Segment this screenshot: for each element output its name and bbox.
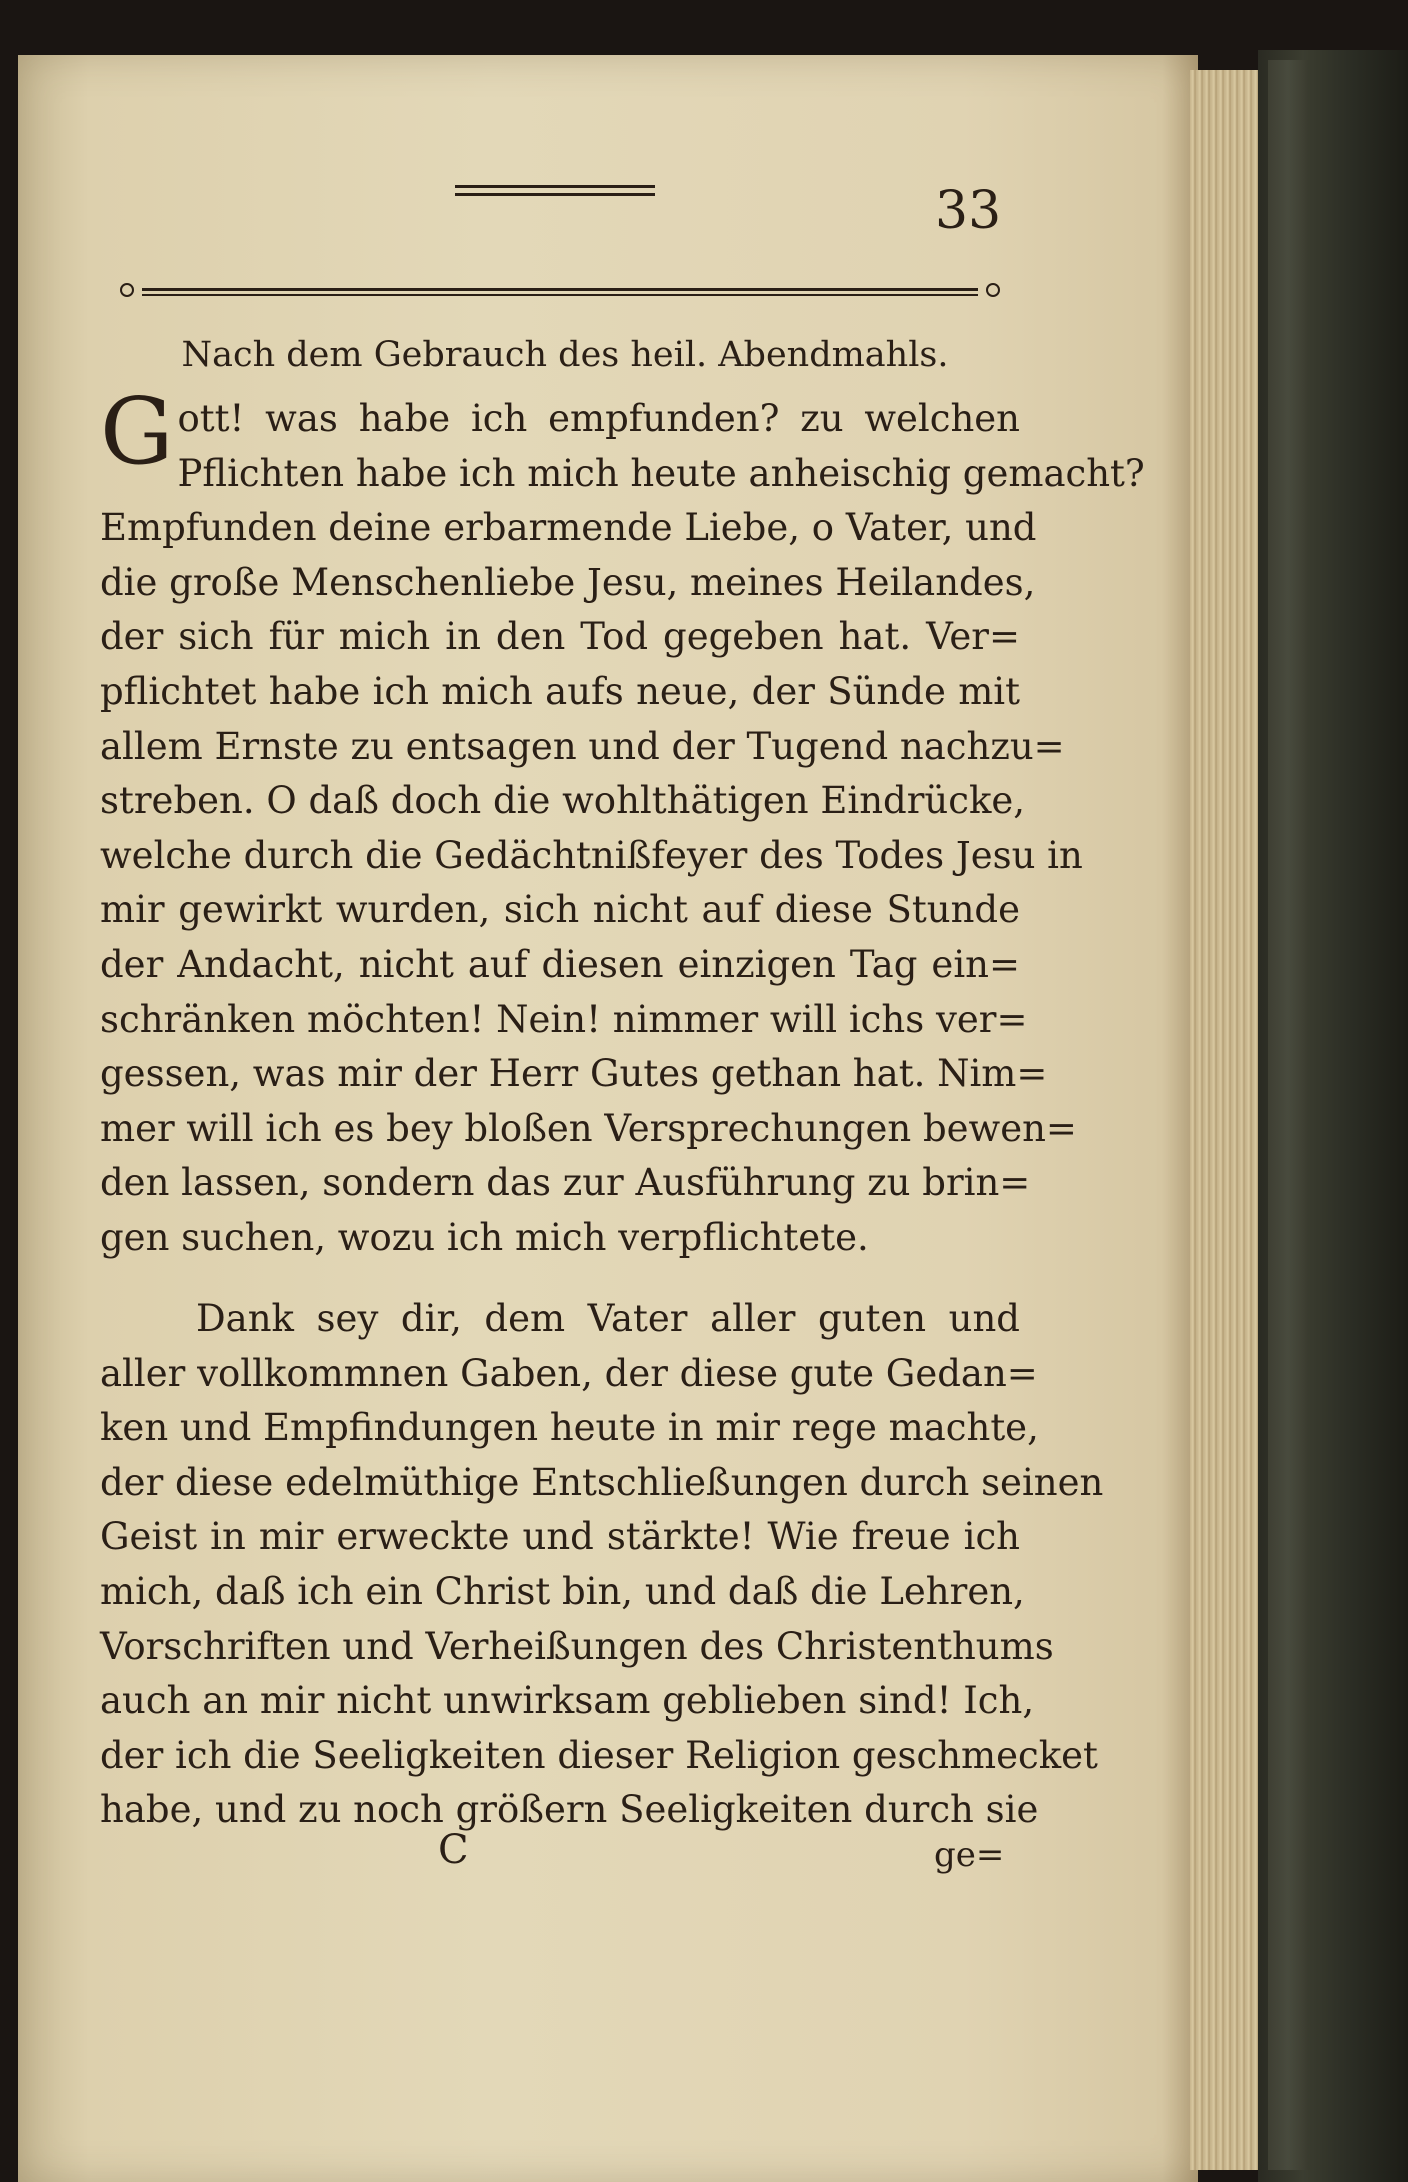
text-line: der ich die Seeligkeiten dieser Religion geschmecket (100, 1733, 1098, 1777)
paragraph-2 (100, 1292, 1104, 1838)
text-line: aller vollkommnen Gaben, der diese gute Gedan= (100, 1351, 1038, 1395)
text-line: streben. O daß doch die wohlthätigen Eindrücke, (100, 779, 1026, 823)
section-title: Nach dem Gebrauch des heil. Abendmahls. (181, 335, 949, 375)
text-line: mich, daß ich ein Christ bin, und daß die Lehren, (100, 1569, 1025, 1613)
text-line: habe, und zu noch größern Seeligkeiten durch sie (100, 1788, 1039, 1832)
text-line: schränken möchten! Nein! nimmer will ichs ver= (100, 997, 1028, 1041)
text-line: mir gewirkt wurden, sich nicht auf diese Stunde (100, 888, 1020, 932)
text-line: mer will ich es bey bloßen Versprechungen bewen= (100, 1106, 1077, 1150)
ornament-circle-left-icon (120, 283, 134, 297)
text-line: pflichtet habe ich mich aufs neue, der Sünde mit (100, 669, 1020, 713)
ornamental-rule (120, 282, 1000, 302)
text-line: Geist in mir erweckte und stärkte! Wie freue ich (100, 1515, 1020, 1559)
text-line: gessen, was mir der Herr Gutes gethan hat. Nim= (100, 1052, 1048, 1096)
cover-spine-texture (1268, 60, 1308, 2170)
text-line: allem Ernste zu entsagen und der Tugend nachzu= (100, 724, 1065, 768)
paragraph-1 (100, 378, 1145, 1266)
text-line: der Andacht, nicht auf diesen einzigen Tag ein= (100, 942, 1020, 986)
text-line: welche durch die Gedächtnißfeyer des Todes Jesu in (100, 833, 1083, 877)
header-double-rule (455, 185, 655, 201)
text-line: gen suchen, wozu ich mich verpflichtete. (100, 1215, 869, 1259)
signature-mark: C (438, 1827, 469, 1873)
text-line: Pflichten habe ich mich heute anheischig gemacht? (177, 451, 1145, 495)
text-line: ott! was habe ich empfunden? zu welchen (177, 397, 1020, 440)
drop-cap: G (100, 378, 174, 485)
text-line: den lassen, sondern das zur Ausführung zu brin= (100, 1161, 1031, 1205)
page-number: 33 (935, 181, 1002, 241)
text-line: ken und Empfindungen heute in mir rege machte, (100, 1406, 1039, 1450)
text-line: Vorschriften und Verheißungen des Christenthums (100, 1624, 1054, 1668)
text-line: Empfunden deine erbarmende Liebe, o Vater, und (100, 506, 1037, 550)
text-line: die große Menschenliebe Jesu, meines Heilandes, (100, 560, 1036, 604)
ornament-circle-right-icon (986, 283, 1000, 297)
catchword: ge= (934, 1835, 1005, 1875)
text-line: Dank sey dir, dem Vater aller guten und (196, 1297, 1020, 1340)
text-line: der diese edelmüthige Entschließungen durch seinen (100, 1460, 1104, 1504)
page-edges (1190, 70, 1260, 2170)
text-line: der sich für mich in den Tod gegeben hat. Ver= (100, 615, 1020, 659)
text-line: auch an mir nicht unwirksam geblieben sind! Ich, (100, 1679, 1035, 1723)
